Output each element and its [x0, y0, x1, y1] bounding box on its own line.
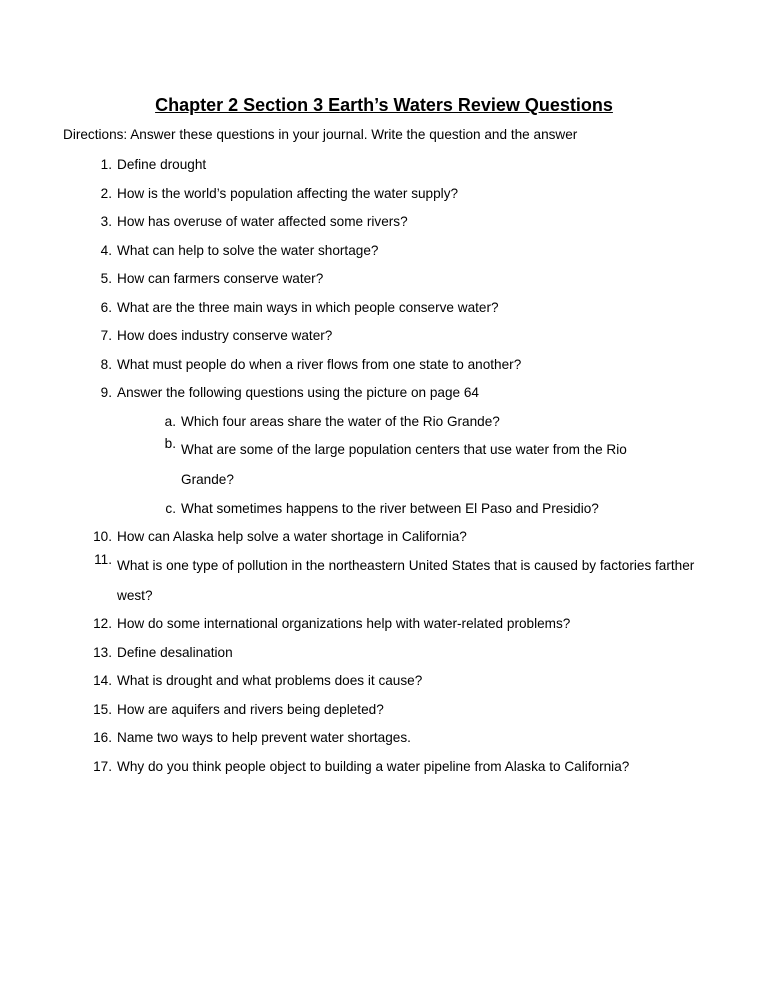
question-text: Define desalination [117, 644, 233, 660]
question-item [0, 758, 768, 776]
question-text: How can farmers conserve water? [117, 271, 324, 286]
question-number: 17. [93, 758, 112, 774]
sub-question-item [0, 435, 768, 495]
question-item [0, 528, 768, 546]
question-text: What must people do when a river flows from one state to another? [117, 356, 522, 372]
question-number: 3. [100, 214, 112, 229]
sub-question-item [0, 413, 768, 431]
sub-question-letter: c. [165, 500, 176, 516]
question-text: How can Alaska help solve a water shortage in California? [117, 529, 467, 544]
question-number: 2. [100, 185, 112, 201]
question-number: 6. [100, 299, 112, 315]
question-text: How are aquifers and rivers being depleted? [117, 701, 384, 717]
sub-question-text: What sometimes happens to the river between El Paso and Presidio? [181, 500, 599, 516]
page-title: Chapter 2 Section 3 Earth’s Waters Review Questions [155, 95, 613, 115]
question-item [0, 185, 768, 203]
question-number: 7. [100, 328, 112, 343]
question-item [0, 384, 768, 402]
question-text: How has overuse of water affected some rivers? [117, 214, 408, 229]
question-text: Why do you think people object to building a water pipeline from Alaska to California? [117, 758, 630, 774]
question-number: 10. [93, 529, 112, 544]
sub-question-text: Which four areas share the water of the Rio Grande? [181, 413, 500, 429]
question-text: Define drought [117, 157, 207, 172]
question-number: 13. [93, 644, 112, 660]
question-text: Answer the following questions using the picture on page 64 [117, 385, 479, 400]
question-item [0, 299, 768, 317]
question-item [0, 156, 768, 174]
question-number: 12. [93, 616, 112, 631]
question-item [0, 356, 768, 374]
question-item [0, 672, 768, 690]
sub-question-text: What are some of the large population centers that use water from the Rio Grande? [181, 442, 627, 487]
question-number: 11. [94, 551, 112, 567]
question-number: 9. [100, 385, 112, 400]
question-text: What is drought and what problems does it cause? [117, 673, 423, 688]
question-number: 15. [93, 701, 112, 717]
question-text: How is the world’s population affecting the water supply? [117, 185, 459, 201]
question-number: 1. [100, 157, 112, 172]
question-text: Name two ways to help prevent water shortages. [117, 730, 411, 745]
sub-question-item [0, 500, 768, 518]
question-text: What are the three main ways in which people conserve water? [117, 299, 499, 315]
question-item [0, 270, 768, 288]
question-item [0, 615, 768, 633]
question-number: 14. [93, 673, 112, 688]
question-item [0, 213, 768, 231]
question-item [0, 644, 768, 662]
question-item [0, 701, 768, 719]
question-number: 5. [100, 271, 112, 286]
sub-question-letter: b. [164, 436, 176, 451]
question-number: 16. [93, 730, 112, 745]
sub-question-letter: a. [164, 413, 176, 429]
question-item [0, 327, 768, 345]
question-item [0, 551, 768, 611]
question-text: How do some international organizations help with water-related problems? [117, 616, 571, 631]
question-number: 4. [100, 242, 112, 258]
directions-text: Directions: Answer these questions in your journal. Write the question and the answer [63, 127, 578, 142]
question-text: What can help to solve the water shortage? [117, 242, 379, 258]
question-item [0, 729, 768, 747]
question-number: 8. [100, 356, 112, 372]
question-text: What is one type of pollution in the northeastern United States that is caused by factories farther west? [117, 557, 695, 603]
question-item [0, 242, 768, 260]
question-list [0, 156, 768, 786]
question-text: How does industry conserve water? [117, 328, 333, 343]
